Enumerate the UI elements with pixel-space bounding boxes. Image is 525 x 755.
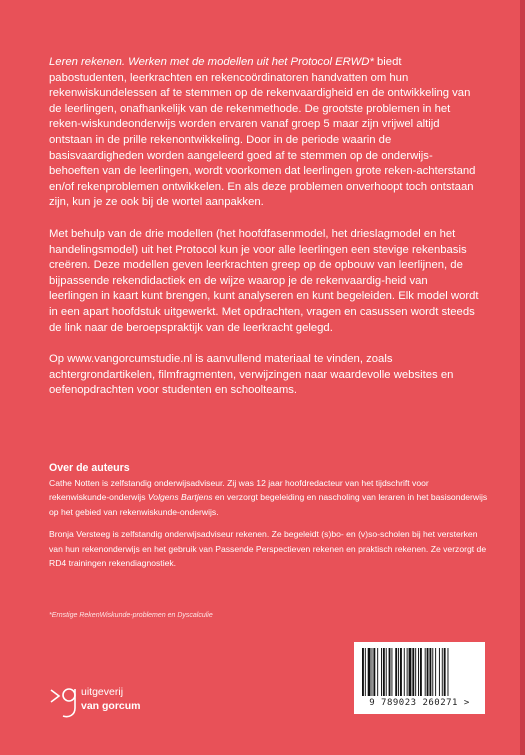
blurb-paragraph-3: Op www.vangorcumstudie.nl is aanvullend materiaal te vinden, zoals achtergrondartikelen, filmfragmenten, verwijzingen naar waardevolle websites en oefenopdrachten voor studenten en schoolteams. — [49, 353, 454, 397]
barcode-bar — [400, 648, 402, 696]
barcode-bar — [429, 648, 431, 696]
author-bio-notten-a: Cathe Notten is zelfstandig onderwijsadviseur. Zij was 12 jaar hoofdredacteur van het tijdschrift voor rekenwiskunde-onderwijs — [49, 478, 429, 503]
barcode-bar — [386, 648, 387, 696]
publisher-line-1: uitgeverij — [81, 686, 124, 698]
barcode-bar — [427, 648, 429, 696]
barcode-bar — [442, 648, 443, 696]
isbn-barcode — [354, 642, 485, 714]
barcode-bar — [365, 648, 366, 696]
author-bio-notten — [49, 476, 489, 519]
barcode-bar — [404, 648, 405, 696]
barcode-bar — [389, 648, 391, 696]
isbn-number: 9 789023 260271 > — [369, 698, 470, 708]
barcode-bar — [395, 648, 397, 696]
spine-edge — [520, 0, 525, 755]
barcode-bar — [439, 648, 440, 696]
magazine-title: Volgens Bartjens — [147, 492, 213, 503]
author-bio-versteeg: Bronja Versteeg is zelfstandig onderwijsadviseur rekenen. Ze begeleidt (s)bo- en (v)so-scholen bij het versterken van hun rekenonderwijs en het gebruik van Passende Perspectieven rekenen en praktisch rekenen. Ze verzorgt de RD4 trainingen rekendiagnostiek. — [49, 529, 487, 569]
publisher-logo — [49, 682, 169, 722]
barcode-bar — [362, 648, 364, 696]
barcode-bar — [448, 648, 449, 696]
author-bio-notten-b: en verzorgt begeleiding en nascholing van leraren in het basisonderwijs op het gebied van rekenwiskunde-onderwijs. — [49, 492, 488, 517]
barcode-bar — [407, 648, 408, 696]
barcode-bar — [412, 648, 414, 696]
barcode-bar — [377, 648, 378, 696]
book-title-italic: Leren rekenen. Werken met de modellen uit het Protocol ERWD* — [49, 56, 374, 68]
publisher-logo-icon — [49, 682, 79, 722]
barcode-bars — [362, 648, 477, 698]
authors-heading: Over de auteurs — [49, 462, 130, 474]
barcode-bar — [381, 648, 382, 696]
barcode-bar — [435, 648, 436, 696]
barcode-bar — [372, 648, 373, 696]
barcode-bar — [373, 648, 375, 696]
barcode-bar — [425, 648, 426, 696]
barcode-bar — [398, 648, 399, 696]
barcode-bar — [368, 648, 371, 696]
authors-section — [49, 461, 489, 578]
footnote: *Ernstige RekenWiskunde-problemen en Dyscalculie — [49, 612, 213, 619]
barcode-bar — [409, 648, 412, 696]
back-cover-blurb — [49, 55, 479, 415]
barcode-bar — [383, 648, 385, 696]
barcode-bar — [444, 648, 446, 696]
blurb-paragraph-1 — [49, 55, 479, 211]
publisher-name: van gorcum — [81, 700, 141, 712]
blurb-paragraph-1-text: biedt pabostudenten, leerkrachten en rekencoördinatoren handvatten om hun rekenwiskundelessen af te stemmen op de rekenvaardigheid en de ontwikkeling van de leerlingen, onafhankelijk van de rekenmethode. De grootste problemen in het reken-wiskundeonderwijs worden ervaren vanaf groep 5 maar zijn vrijwel altijd ontstaan in de prille rekenontwikkeling. Door in de periode waarin de basisvaardigheden worden aangeleerd goed af te stemmen op de onderwijs-behoeften van de leerlingen, wordt voorkomen dat leerlingen grote reken-achterstand en/of rekenproblemen ontwikkelen. En als deze problemen onverhoopt toch ontstaan zijn, kun je ze ook bij de wortel aanpakken. — [49, 56, 476, 209]
barcode-bar — [432, 648, 433, 696]
barcode-bar — [391, 648, 392, 696]
barcode-bar — [418, 648, 419, 696]
blurb-paragraph-2: Met behulp van de drie modellen (het hoofdfasenmodel, het drieslagmodel en het handelingsmodel) uit het Protocol kun je voor alle leerlingen een stevige rekenbasis creëren. Deze modellen geven leerkrachten greep op de opbouw van leerlijnen, de bijpassende rekendidactiek en de wijze waarop je de rekenvaardig-heid van leerlingen in kaart kunt brengen, kunt analyseren en kunt begeleiden. Elk model wordt in een apart hoofdstuk uitgewerkt. Met opdrachten, vragen en casussen wordt steeds de link naar de beroepspraktijk van de leerkracht gelegd. — [49, 227, 479, 334]
barcode-bar — [415, 648, 416, 696]
barcode-bar — [420, 648, 422, 696]
